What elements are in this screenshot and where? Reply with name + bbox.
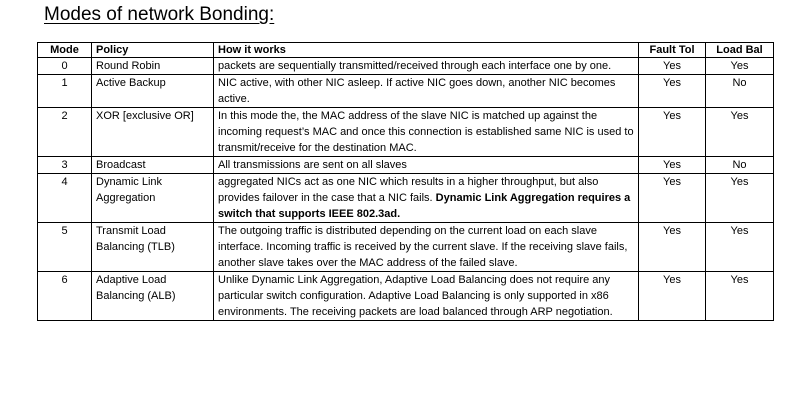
fault-tolerance-cell: Yes [639, 108, 706, 157]
how-it-works-cell [214, 174, 639, 223]
fault-tolerance-cell: Yes [639, 223, 706, 272]
load-balancing-cell: No [706, 75, 774, 108]
policy-cell: Dynamic Link Aggregation [92, 174, 214, 223]
load-balancing-cell: Yes [706, 272, 774, 321]
how-it-works-cell [214, 223, 639, 272]
mode-cell: 0 [38, 58, 92, 75]
how-it-works-text: In this mode the, the MAC address of the slave NIC is matched up against the incoming request’s MAC and once this connection is established same NIC is used to transmit/receive for the destination MAC. [218, 110, 634, 154]
how-it-works-cell [214, 58, 639, 75]
fault-tolerance-cell: Yes [639, 75, 706, 108]
how-it-works-text: packets are sequentially transmitted/received through each interface one by one. [218, 60, 612, 72]
column-header-policy: Policy [92, 43, 214, 58]
table-row [38, 75, 774, 108]
policy-cell: XOR [exclusive OR] [92, 108, 214, 157]
mode-cell: 1 [38, 75, 92, 108]
table-row [38, 174, 774, 223]
how-it-works-text: The outgoing traffic is distributed depending on the current load on each slave interface. Incoming traffic is received by the current slave. If the receiving slave fails, another slave takes over the MAC address of the failed slave. [218, 225, 628, 269]
load-balancing-cell: No [706, 157, 774, 174]
policy-cell: Adaptive Load Balancing (ALB) [92, 272, 214, 321]
fault-tolerance-cell: Yes [639, 174, 706, 223]
fault-tolerance-cell: Yes [639, 272, 706, 321]
policy-cell: Active Backup [92, 75, 214, 108]
mode-cell: 4 [38, 174, 92, 223]
how-it-works-text: Unlike Dynamic Link Aggregation, Adaptive Load Balancing does not require any particular switch configuration. Adaptive Load Balancing is only supported in x86 environments. The receiving packets are load balanced through ARP negotiation. [218, 274, 613, 318]
how-it-works-cell [214, 157, 639, 174]
column-header-how-it-works: How it works [214, 43, 639, 58]
table-row [38, 157, 774, 174]
mode-cell: 6 [38, 272, 92, 321]
column-header-fault-tolerance: Fault Tol [639, 43, 706, 58]
table-row [38, 58, 774, 75]
how-it-works-cell [214, 272, 639, 321]
how-it-works-bold-text: Dynamic Link Aggregation requires a switch that supports IEEE 802.3ad. [218, 192, 631, 220]
mode-cell: 3 [38, 157, 92, 174]
table-row [38, 108, 774, 157]
how-it-works-text: All transmissions are sent on all slaves [218, 159, 407, 171]
load-balancing-cell: Yes [706, 223, 774, 272]
mode-cell: 2 [38, 108, 92, 157]
table-row [38, 223, 774, 272]
policy-cell: Broadcast [92, 157, 214, 174]
how-it-works-cell [214, 108, 639, 157]
fault-tolerance-cell: Yes [639, 58, 706, 75]
mode-cell: 5 [38, 223, 92, 272]
load-balancing-cell: Yes [706, 108, 774, 157]
page-title: Modes of network Bonding: [44, 4, 275, 25]
column-header-mode: Mode [38, 43, 92, 58]
how-it-works-text: NIC active, with other NIC asleep. If active NIC goes down, another NIC becomes active. [218, 77, 616, 105]
policy-cell: Transmit Load Balancing (TLB) [92, 223, 214, 272]
policy-cell: Round Robin [92, 58, 214, 75]
table-header-row [38, 43, 774, 58]
how-it-works-text: aggregated NICs act as one NIC which results in a higher throughput, but also provides failover in the case that a NIC fails. [218, 176, 599, 204]
bonding-modes-table [37, 42, 774, 321]
column-header-load-balancing: Load Bal [706, 43, 774, 58]
table-row [38, 272, 774, 321]
load-balancing-cell: Yes [706, 58, 774, 75]
fault-tolerance-cell: Yes [639, 157, 706, 174]
how-it-works-cell [214, 75, 639, 108]
load-balancing-cell: Yes [706, 174, 774, 223]
